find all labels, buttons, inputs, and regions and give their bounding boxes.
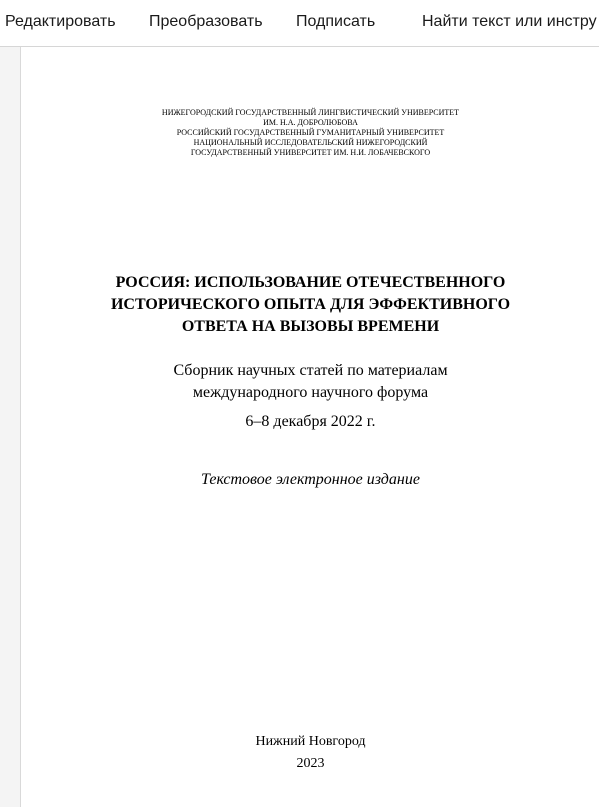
subtitle-line: международного научного форума: [192, 384, 429, 401]
convert-button[interactable]: Преобразовать: [149, 13, 263, 30]
forum-dates: 6–8 декабря 2022 г.: [245, 413, 376, 430]
affiliation-line: ГОСУДАРСТВЕННЫЙ УНИВЕРСИТЕТ ИМ. Н.И. ЛОБАЧЕВСКОГО: [190, 148, 431, 157]
edition-type: Текстовое электронное издание: [201, 471, 420, 488]
top-toolbar: [0, 0, 599, 47]
edit-button[interactable]: Редактировать: [5, 13, 116, 30]
affiliation-line: НАЦИОНАЛЬНЫЙ ИССЛЕДОВАТЕЛЬСКИЙ НИЖЕГОРОДСКИЙ: [193, 138, 428, 147]
title-line: ОТВЕТА НА ВЫЗОВЫ ВРЕМЕНИ: [181, 318, 440, 335]
document-page: [20, 47, 599, 807]
affiliation-line: НИЖЕГОРОДСКИЙ ГОСУДАРСТВЕННЫЙ ЛИНГВИСТИЧЕСКИЙ УНИВЕРСИТЕТ: [161, 108, 460, 117]
document-viewer[interactable]: [0, 47, 599, 807]
publication-year: 2023: [296, 756, 325, 771]
document-subtitle: [21, 360, 599, 404]
subtitle-line: Сборник научных статей по материалам: [173, 362, 448, 379]
document-title: [21, 272, 599, 338]
affiliation-line: ИМ. Н.А. ДОБРОЛЮБОВА: [263, 118, 358, 127]
affiliation-line: РОССИЙСКИЙ ГОСУДАРСТВЕННЫЙ ГУМАНИТАРНЫЙ УНИВЕРСИТЕТ: [176, 128, 445, 137]
sign-button[interactable]: Подписать: [296, 13, 376, 30]
find-text-or-tools-search[interactable]: Найти текст или инстру: [422, 13, 597, 30]
publication-city: Нижний Новгород: [255, 734, 366, 749]
title-line: РОССИЯ: ИСПОЛЬЗОВАНИЕ ОТЕЧЕСТВЕННОГО: [115, 274, 506, 291]
title-line: ИСТОРИЧЕСКОГО ОПЫТА ДЛЯ ЭФФЕКТИВНОГО: [110, 296, 511, 313]
affiliations-block: [21, 108, 599, 158]
